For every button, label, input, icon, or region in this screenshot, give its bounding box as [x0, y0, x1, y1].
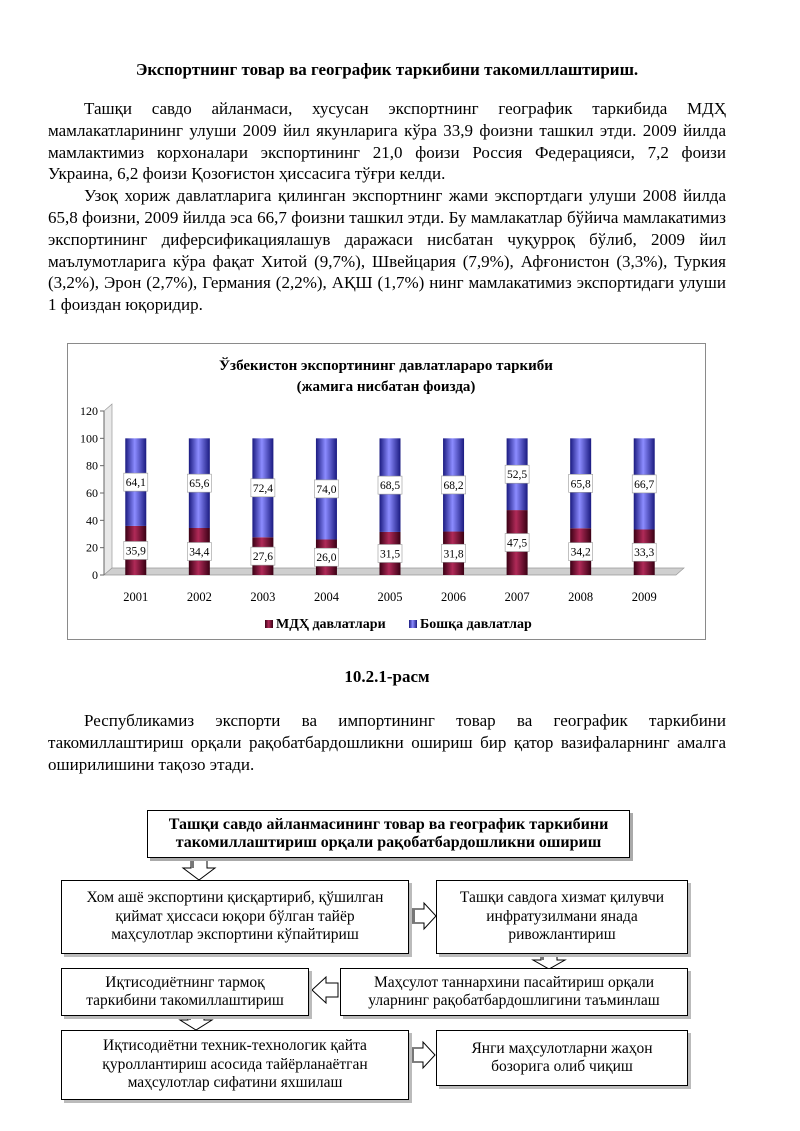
figure-caption: 10.2.1-расм	[344, 667, 430, 686]
x-tick-label-2005: 2005	[377, 590, 403, 604]
box6-line-1: Янги маҳсулотларни жаҳон	[471, 1039, 653, 1057]
chart-subtitle: (жамига нисбатан фоизда)	[296, 379, 476, 395]
y-tick-label: 120	[80, 404, 98, 418]
chart-title: Ўзбекистон экспортининг давлатлараро таркиби	[219, 358, 553, 374]
data-label-cis-2007: 47,5	[507, 537, 528, 550]
y-tick-label: 40	[86, 513, 98, 528]
box1-line-1: Хом ашё экспортини қисқартириб, қўшилган	[86, 889, 384, 907]
box3-line-1: Иқтисодиётнинг тармоқ	[105, 973, 265, 991]
arrow-left-1	[312, 977, 338, 1003]
arrow-right-2	[411, 1042, 435, 1068]
legend-label-other: Бошқа давлатлар	[420, 617, 532, 632]
arrow-down-3	[180, 1014, 212, 1030]
diagram-box-raw-materials	[61, 880, 409, 954]
box1-line-2: қиймат ҳиссаси юқори бўлган тайёр	[115, 907, 355, 925]
diagram-box-cost-reduction	[340, 968, 688, 1016]
data-label-other-2003: 72,4	[252, 482, 273, 495]
data-label-cis-2004: 26,0	[316, 552, 337, 565]
arrow-down-2	[533, 954, 565, 969]
main-goal-line-1: Ташқи савдо айланмасининг товар ва географик таркибини	[168, 815, 609, 833]
box3-line-2: таркибини такомиллаштириш	[86, 992, 284, 1009]
data-label-cis-2008: 34,2	[570, 546, 591, 559]
box5-line-2: қуроллантириш асосида тайёрланаётган	[102, 1055, 368, 1073]
box2-line-3: ривожлантириш	[508, 926, 616, 944]
x-tick-label-2001: 2001	[123, 590, 149, 604]
y-tick-label: 80	[86, 458, 98, 473]
section-heading: Экспортнинг товар ва географик таркибини такомиллаштириш.	[135, 60, 639, 79]
diagram-main-goal	[147, 810, 630, 858]
box6-line-2: бозорига олиб чиқиш	[491, 1058, 633, 1075]
data-label-other-2007: 52,5	[507, 469, 528, 482]
box2-line-2: инфратузилмани янада	[486, 907, 638, 925]
data-label-other-2006: 68,2	[443, 479, 464, 492]
x-tick-label-2008: 2008	[568, 590, 594, 604]
box2-line-1: Ташқи савдога хизмат қилувчи	[459, 889, 665, 907]
data-label-cis-2002: 34,4	[189, 546, 210, 559]
diagram-box-world-market	[436, 1030, 688, 1086]
data-label-cis-2005: 31,5	[379, 548, 401, 561]
data-label-cis-2003: 27,6	[252, 551, 273, 564]
main-goal-line-2: такомиллаштириш орқали рақобатбардошликни ошириш	[175, 834, 602, 851]
y-tick-label: 100	[80, 431, 98, 446]
arrow-down-1	[183, 858, 215, 880]
box5-line-1: Иқтисодиётни техник-технологик қайта	[103, 1037, 367, 1055]
x-tick-label-2002: 2002	[186, 590, 212, 604]
legend-label-cis: МДҲ давлатлари	[276, 617, 386, 632]
data-label-other-2005: 68,5	[379, 480, 401, 493]
data-label-other-2002: 65,6	[189, 478, 210, 491]
data-label-other-2009: 66,7	[634, 478, 655, 491]
box5-line-3: маҳсулотлар сифатини яхшилаш	[127, 1074, 343, 1092]
diagram-box-technology	[61, 1030, 409, 1100]
data-label-cis-2006: 31,8	[443, 548, 464, 561]
y-tick-label: 20	[86, 540, 98, 555]
box4-line-2: уларнинг рақобатбардошлигини таъминлаш	[368, 992, 660, 1009]
data-label-other-2001: 64,1	[125, 477, 146, 490]
x-tick-label-2007: 2007	[504, 590, 530, 604]
paragraph-1: Ташқи савдо айланмаси, хусусан экспортнинг географик таркибида МДҲ мамлакатларининг улуши 2009 йил якунларига кўра 33,9 фоизни ташкил этди. 2009 йилда мамлактимиз корхоналари экспортининг 21,0 фоизи Россия Федерацияси, 7,2 фоизи Украина, 6,2 фоизи Қозоғистон ҳиссасига тўғри келди.	[48, 99, 726, 184]
x-tick-label-2003: 2003	[250, 590, 276, 604]
x-tick-label-2004: 2004	[313, 590, 339, 604]
x-tick-label-2006: 2006	[441, 590, 467, 604]
paragraph-2: Узоқ хориж давлатларига қилинган экспортнинг жами экспортдаги улуши 2008 йилда 65,8 фоизни, 2009 йилда эса 66,7 фоизни ташкил этди. Бу мамлакатлар бўйича мамлакатимиз экспортининг диферсификациялашув даражаси нисбатан чуқурроқ бўлиб, 2009 йил маълумотларига кўра фақат Хитой (9,7%), Швейцария (7,9%), Афғонистон (3,3%), Туркия (3,2%), Эрон (2,7%), Германия (2,2%), АҚШ (1,7%) нинг мамлакатимиз экспортидаги улуши 1 фоиздан юқоридир.	[48, 186, 726, 315]
box1-line-3: маҳсулотлар экспортини кўпайтириш	[111, 926, 359, 944]
y-tick-label: 60	[86, 486, 98, 500]
y-tick-label: 0	[92, 568, 98, 582]
diagram-box-sector-structure	[61, 968, 309, 1016]
data-label-other-2008: 65,8	[570, 478, 591, 491]
paragraph-3: Республикамиз экспорти ва импортининг товар ва географик таркибини такомиллаштириш орқали рақобатбардошликни ошириш бир қатор вазифаларнинг амалга оширилишини тақозо этади.	[48, 711, 726, 774]
box4-line-1: Маҳсулот таннархини пасайтириш орқали	[373, 973, 655, 991]
data-label-cis-2001: 35,9	[125, 545, 146, 558]
data-label-other-2004: 74,0	[316, 483, 337, 496]
data-label-cis-2009: 33,3	[634, 547, 655, 560]
x-tick-label-2009: 2009	[631, 590, 657, 604]
arrow-right-1	[412, 903, 436, 929]
diagram-box-infrastructure	[436, 880, 688, 954]
